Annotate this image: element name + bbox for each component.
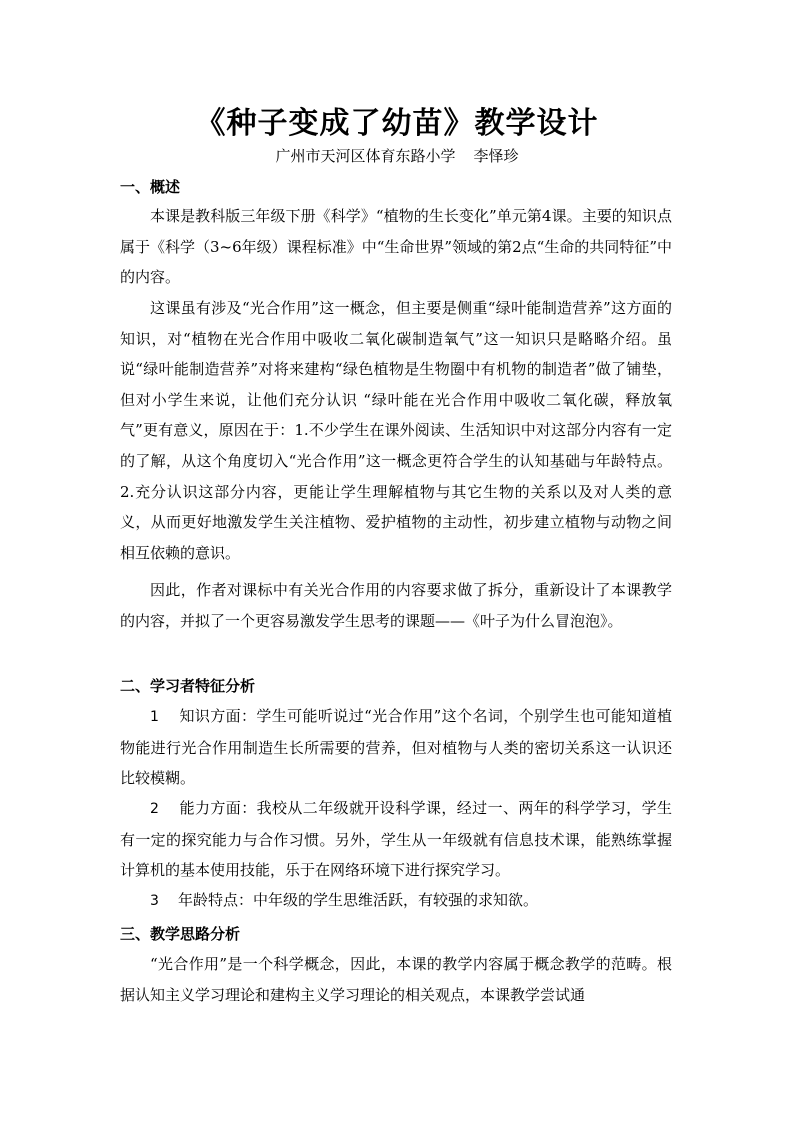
list-item — [120, 793, 672, 886]
item-number: 3 — [150, 893, 159, 909]
section-heading-overview: 一、概述 — [120, 178, 181, 196]
paragraph: 本课是教科版三年级下册《科学》“植物的生长变化”单元第4课。主要的知识点属于《科学（3~6年级）课程标准》中“生命世界”领域的第2点“生命的共同特征”中的内容。 — [120, 207, 672, 287]
list-item — [120, 701, 672, 794]
item-number: 1 — [150, 709, 159, 725]
paragraph: 因此，作者对课标中有关光合作用的内容要求做了拆分，重新设计了本课教学的内容，并拟了一个更容易激发学生思考的课题——《叶子为什么冒泡泡》。 — [120, 581, 672, 630]
section-heading-learner-analysis: 二、学习者特征分析 — [120, 677, 256, 695]
section-heading-teaching-approach: 三、教学思路分析 — [120, 925, 241, 943]
author-name: 李怿珍 — [473, 147, 519, 165]
paragraph-text: 这课虽有涉及“光合作用”这一概念，但主要是侧重“绿叶能制造营养”这方面的知识，对“植物在光合作用中吸收二氧化碳制造氧气”这一知识只是略略介绍。虽说“绿叶能制造营养”对将来建构“绿色植物是生物圈中有机物的制造者”做了铺垫，但对小学生来说，让他们充分认识 “绿叶能在光合作用中吸收二氧化碳，释放氧气”更有意义，原因在于： — [120, 299, 672, 440]
document-title: 《种子变成了幼苗》教学设计 — [195, 106, 599, 141]
list-item — [120, 885, 672, 917]
author-school: 广州市天河区体育东路小学 — [275, 147, 456, 165]
paragraph — [120, 293, 672, 568]
paragraph-text: 1.不少学生在课外阅读、生活知识中对这部分内容有一定的了解，从这个角度切入“光合作用”这一概念更符合学生的认知基础与年龄特点。 — [120, 421, 672, 470]
item-number: 2 — [150, 801, 159, 817]
paragraph: “光合作用”是一个科学概念，因此，本课的教学内容属于概念教学的范畴。根据认知主义学习理论和建构主义学习理论的相关观点，本课教学尝试通 — [120, 955, 672, 1004]
item-text: 能力方面：我校从二年级就开设科学课，经过一、两年的科学学习，学生有一定的探究能力与合作习惯。另外，学生从一年级就有信息技术课，能熟练掌握计算机的基本使用技能，乐于在网络环境下进行探究学习。 — [120, 799, 672, 880]
paragraph-text: 2.充分认识这部分内容，更能让学生理解植物与其它生物的关系以及对人类的意义，从而更好地激发学生关注植物、爱护植物的主动性，初步建立植物与动物之间相互依赖的意识。 — [120, 482, 672, 562]
item-text: 知识方面：学生可能听说过“光合作用”这个名词，个别学生也可能知道植物能进行光合作用制造生长所需要的营养，但对植物与人类的密切关系这一认识还比较模糊。 — [120, 707, 672, 788]
item-text: 年龄特点：中年级的学生思维活跃，有较强的求知欲。 — [178, 891, 539, 909]
author-line — [0, 145, 794, 166]
